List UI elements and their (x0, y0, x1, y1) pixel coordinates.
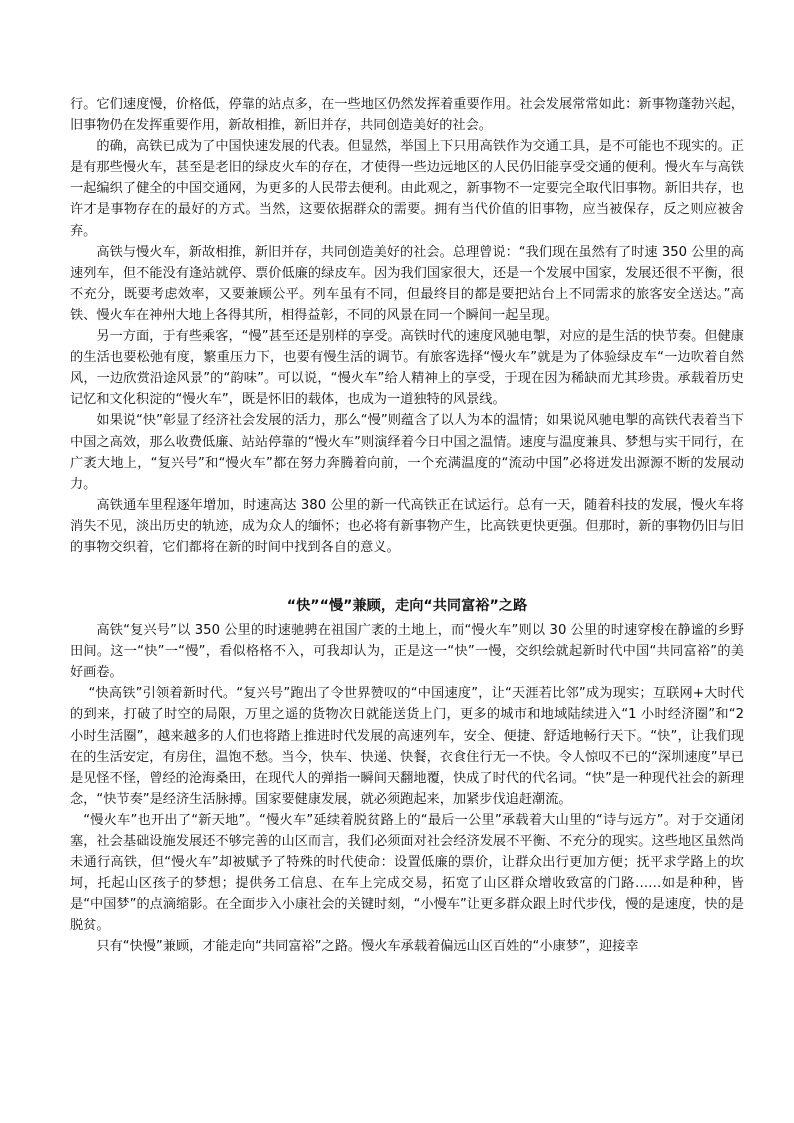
paragraph: 高铁通车里程逐年增加，时速高达 380 公里的新一代高铁正在试运行。总有一天，随着科技的发展，慢火车将消失不见，淡出历史的轨迹，成为众人的缅怀；也必将有新事物产生，比高铁更快更强。但那时，新的事物仍旧与旧的事物交织着，它们都将在新的时间中找到各自的意义。 (70, 497, 744, 555)
paragraph: 行。它们速度慢，价格低，停靠的站点多，在一些地区仍然发挥着重要作用。社会发展常常如此：新事物蓬勃兴起，旧事物仍在发挥重要作用，新故相推，新旧并存，共同创造美好的社会。 (70, 97, 744, 134)
section-heading: “快”“慢”兼顾，走向“共同富裕”之路 (286, 598, 528, 615)
paragraph: 的确，高铁已成为了中国快速发展的代表。但显然，举国上下只用高铁作为交通工具，是不可能也不现实的。正是有那些慢火车，甚至是老旧的绿皮火车的存在，才使得一些边远地区的人民仍旧能享受交通的便利。慢火车与高铁一起编织了健全的中国交通网，为更多的人民带去便利。由此观之，新事物不一定要完全取代旧事物。新旧共存，也许才是事物存在的最好的方式。当然，这要依据群众的需要。拥有当代价值的旧事物，应当被保存，反之则应被舍弃。 (70, 139, 744, 239)
paragraph: 如果说“快”彰显了经济社会发展的活力，那么“慢”则蕴含了以人为本的温情；如果说风驰电掣的高铁代表着当下中国之高效，那么收费低廉、站站停靠的“慢火车”则演绎着今日中国之温情。速度与温度兼具、梦想与实干同行，在广袤大地上，“复兴号”和“慢火车”都在努力奔腾着向前，一个充满温度的“流动中国”必将迸发出源源不断的发展动力。 (70, 413, 744, 492)
paragraph: “快高铁”引领着新时代。“复兴号”跑出了令世界赞叹的“中国速度”，让“天涯若比邻”成为现实；互联网+大时代的到来，打破了时空的局限，万里之遥的货物次日就能送货上门，更多的城市和地域陆续进入“1 小时经济圈”和“2 小时生活圈”，越来越多的人们也将踏上推进时代发展的高速列车，安全、便捷、舒适地畅行天下。“快”，让我们现在的生活安定，有房住，温饱不愁。当今，快车、快递、快餐，衣食住行无一不快。令人惊叹不已的“深圳速度”早已是见怪不怪，曾经的沧海桑田，在现代人的弹指一瞬间天翻地覆，快成了时代的代名词。“快”是一种现代社会的新理念，“快节奏”是经济生活脉搏。国家要健康发展，就必须跑起来，加紧步伐追赶潮流。 (70, 686, 744, 807)
paragraph: 另一方面，于有些乘客，“慢”甚至还是别样的享受。高铁时代的速度风驰电掣，对应的是生活的快节奏。但健康的生活也要松弛有度，繁重压力下，也要有慢生活的调节。有旅客选择“慢火车”就是为了体验绿皮车“一边吹着自然风，一边欣赏沿途风景”的“韵味”。可以说，“慢火车”给人精神上的享受，于现在因为稀缺而尤其珍贵。承载着历史记忆和文化积淀的“慢火车”，既是怀旧的载体，也成为一道独特的风景线。 (70, 329, 744, 408)
paragraph: 高铁“复兴号”以 350 公里的时速驰骋在祖国广袤的土地上，而“慢火车”则以 30 公里的时速穿梭在静谧的乡野田间。这一“快”一“慢”，看似格格不入，可我却认为，正是这一“快”一慢，交织绘就起新时代中国“共同富裕”的美好画卷。 (70, 623, 744, 681)
document-body (70, 94, 744, 958)
paragraph: 高铁与慢火车，新故相推，新旧并存，共同创造美好的社会。总理曾说：“我们现在虽然有了时速 350 公里的高速列车，但不能没有逢站就停、票价低廉的绿皮车。因为我们国家很大，还是一个发展中国家，发展还很不平衡，很不充分，既要考虑效率，又要兼顾公平。列车虽有不同，但最终目的都是要把站台上不同需求的旅客安全送达。”高铁、慢火车在神州大地上各得其所，相得益彰，不同的风景在同一个瞬间一起呈现。 (70, 244, 744, 323)
paragraph: “慢火车”也开出了“新天地”。“慢火车”延续着脱贫路上的“最后一公里”承载着大山里的“诗与远方”。对于交通闭塞，社会基础设施发展还不够完善的山区而言，我们必须面对社会经济发展不平衡、不充分的现实。这些地区虽然尚未通行高铁，但“慢火车”却被赋予了特殊的时代使命：设置低廉的票价，让群众出行更加方便；抚平求学路上的坎坷，托起山区孩子的梦想；提供务工信息、在车上完成交易，拓宽了山区群众增收致富的门路……如是种种，皆是“中国梦”的点滴缩影。在全面步入小康社会的关键时刻，“小慢车”让更多群众跟上时代步伐，慢的是速度，快的是脱贫。 (70, 812, 744, 934)
paragraph: 只有“快慢”兼顾，才能走向“共同富裕”之路。慢火车承载着偏远山区百姓的“小康梦”，迎接幸 (96, 939, 639, 955)
section-spacer (70, 558, 744, 594)
